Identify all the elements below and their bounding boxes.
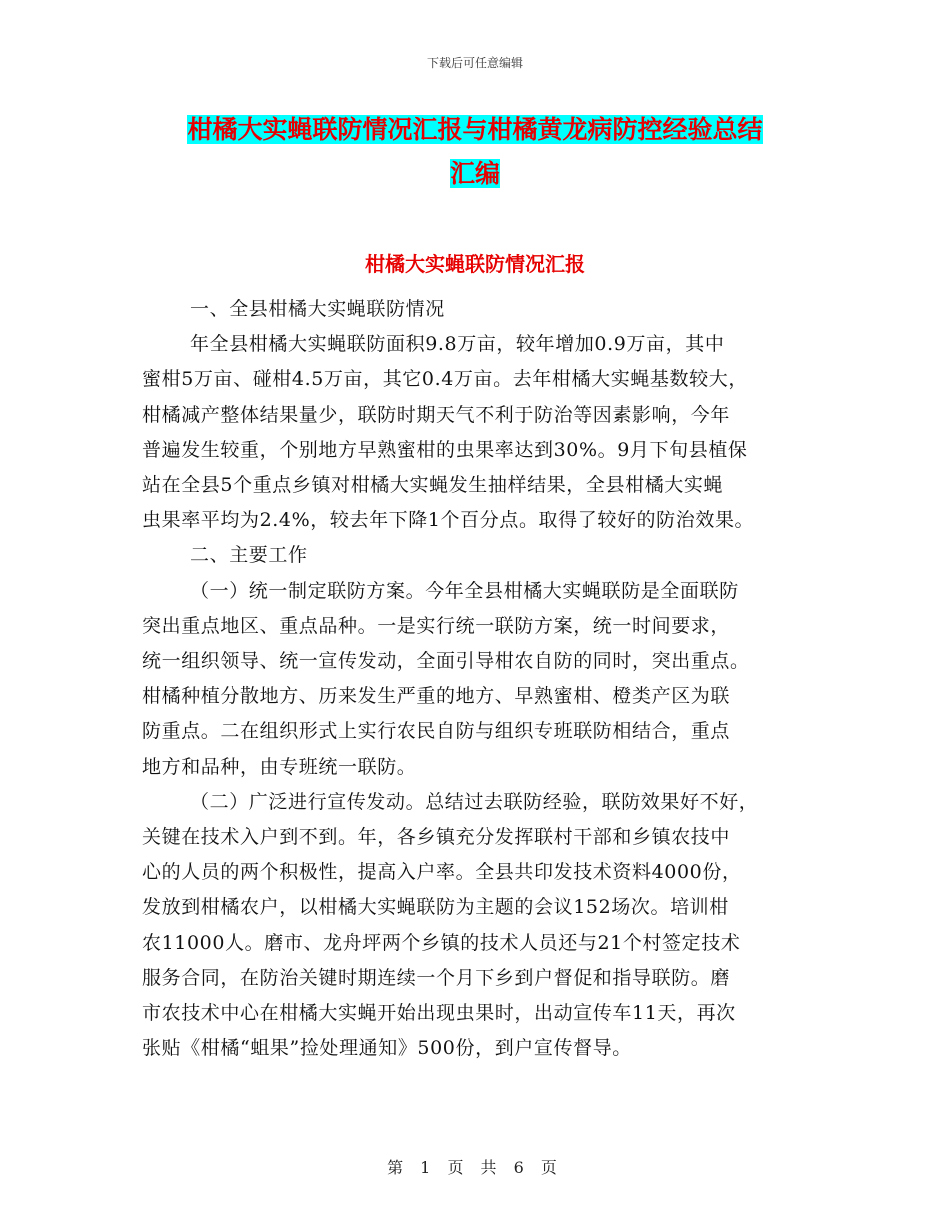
paragraph-line: 蜜柑5万亩、碰柑4.5万亩，其它0.4万亩。去年柑橘大实蝇基数较大， [142,368,748,391]
document-title-line1: 柑橘大实蝇联防情况汇报与柑橘黄龙病防控经验总结 [187,115,763,144]
paragraph-line: 年全县柑橘大实蝇联防面积9.8万亩，较年增加0.9万亩，其中 [190,333,725,356]
heading-1: 一、全县柑橘大实蝇联防情况 [190,298,445,320]
document-body [142,292,807,1066]
paragraph-line: 心的人员的两个积极性，提高入户率。全县共印发技术资料4000份， [142,861,742,884]
section-title: 柑橘大实蝇联防情况汇报 [365,252,585,276]
paragraph-line: （二）广泛进行宣传发动。总结过去联防经验，联防效果好不好， [190,790,759,813]
paragraph-line: 地方和品种，由专班统一联防。 [142,755,417,778]
page-footer: 第 1 页 共 6 页 [387,1158,563,1177]
paragraph-line: 柑橘减产整体结果量少，联防时期天气不利于防治等因素影响，今年 [142,403,731,426]
paragraph-2 [142,574,807,785]
paragraph-line: 柑橘种植分散地方、历来发生严重的地方、早熟蜜柑、橙类产区为联 [142,685,731,708]
paragraph-line: 防重点。二在组织形式上实行农民自防与组织专班联防相结合，重点 [142,720,731,743]
paragraph-line: 突出重点地区、重点品种。一是实行统一联防方案，统一时间要求， [142,614,731,637]
paragraph-line: 关键在技术入户到不到。年，各乡镇充分发挥联村干部和乡镇农技中 [142,826,731,849]
header-note: 下载后可任意编辑 [426,56,523,70]
paragraph-line: 虫果率平均为2.4%，较去年下降1个百分点。取得了较好的防治效果。 [142,509,755,532]
paragraph-line: 张贴《柑橘“蛆果”捡处理通知》500份，到户宣传督导。 [142,1037,632,1060]
heading-2: 二、主要工作 [190,544,308,567]
paragraph-1 [142,327,807,538]
document-title [150,108,800,196]
paragraph-line: 农11000人。磨市、龙舟坪两个乡镇的技术人员还与21个村签定技术 [142,931,741,954]
paragraph-line: 普遍发生较重，个别地方早熟蜜柑的虫果率达到30%。9月下旬县植保 [142,438,748,461]
paragraph-line: 发放到柑橘农户，以柑橘大实蝇联防为主题的会议152场次。培训柑 [142,896,729,919]
document-title-line2: 汇编 [449,159,500,188]
paragraph-3 [142,785,807,1067]
paragraph-line: 站在全县5个重点乡镇对柑橘大实蝇发生抽样结果，全县柑橘大实蝇 [142,474,724,497]
paragraph-line: 服务合同，在防治关键时期连续一个月下乡到户督促和指导联防。磨 [142,966,731,989]
paragraph-line: （一）统一制定联防方案。今年全县柑橘大实蝇联防是全面联防 [190,579,739,602]
paragraph-line: 市农技术中心在柑橘大实蝇开始出现虫果时，出动宣传车11天，再次 [142,1002,736,1025]
paragraph-line: 统一组织领导、统一宣传发动，全面引导柑农自防的同时，突出重点。 [142,650,750,673]
